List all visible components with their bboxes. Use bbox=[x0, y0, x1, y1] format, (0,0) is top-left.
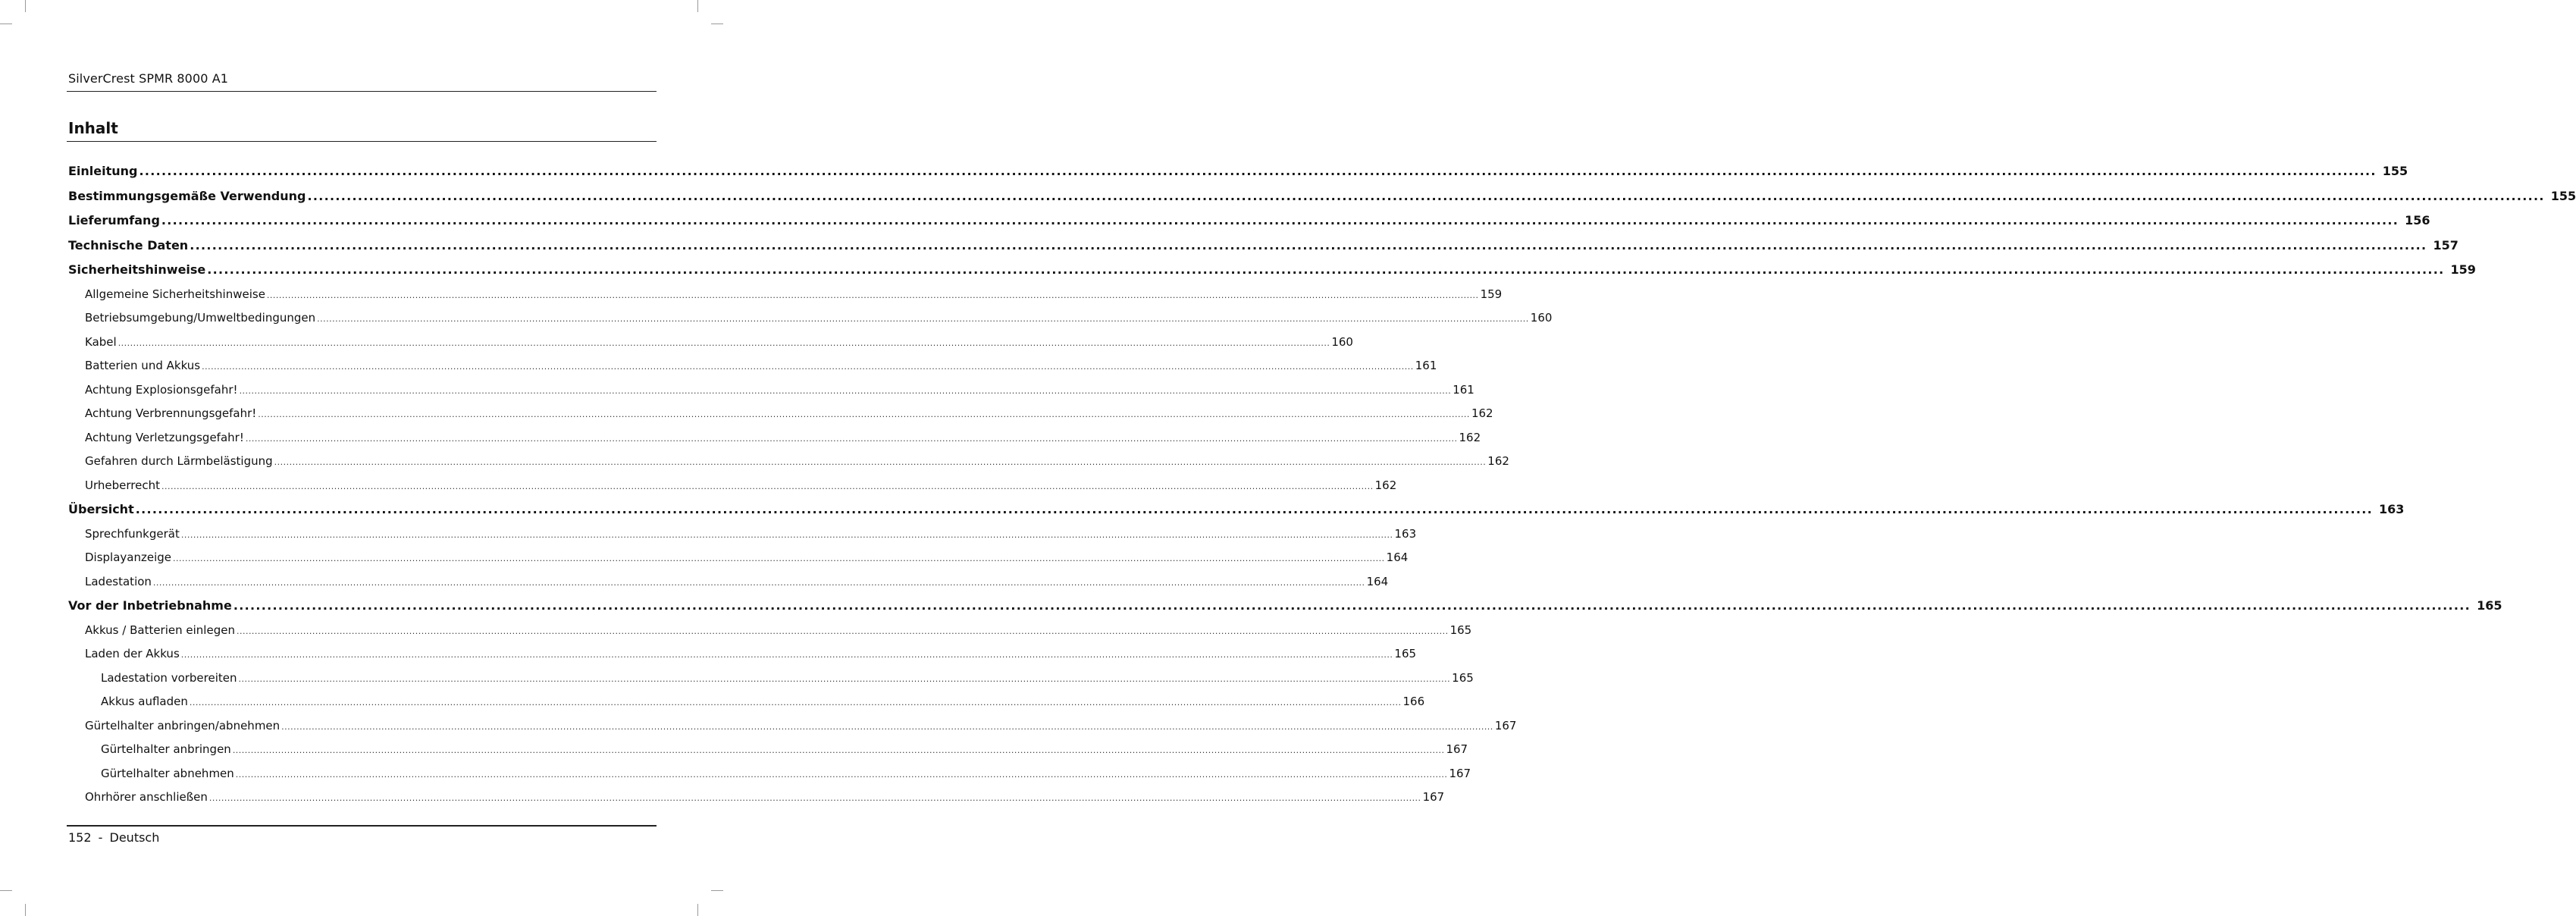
toc-entry[interactable] bbox=[68, 762, 1471, 786]
toc-dot-leader: ................................................................................................................................................................................................................................................................................................................................................................................................................ bbox=[173, 554, 1385, 563]
toc-entry-page: 155 bbox=[2550, 188, 2576, 203]
toc-dot-leader: ................................................................................................................................................................................................................................................................................................................................................................................................................ bbox=[139, 164, 2377, 178]
toc-entry-page: 161 bbox=[1415, 359, 1437, 372]
footer-rule bbox=[67, 825, 657, 827]
toc-entry-label: Gürtelhalter anbringen/abnehmen bbox=[85, 718, 280, 732]
toc-dot-leader: ................................................................................................................................................................................................................................................................................................................................................................................................................ bbox=[189, 698, 1402, 707]
toc-entry-label: Achtung Verbrennungsgefahr! bbox=[85, 406, 257, 420]
toc-entry-page: 164 bbox=[1366, 574, 1389, 588]
toc-dot-leader: ................................................................................................................................................................................................................................................................................................................................................................................................................ bbox=[232, 745, 1445, 755]
toc-entry-page: 165 bbox=[1449, 623, 1472, 637]
crop-mark bbox=[0, 890, 12, 891]
toc-entry-page: 167 bbox=[1446, 742, 1468, 756]
toc-entry-label: Batterien und Akkus bbox=[85, 359, 201, 372]
header-rule bbox=[67, 91, 657, 92]
toc-entry-label: Lieferumfang bbox=[68, 213, 160, 227]
toc-entry[interactable] bbox=[68, 522, 1417, 547]
page-footer bbox=[68, 830, 159, 845]
toc-entry-label: Akkus aufladen bbox=[101, 695, 188, 708]
toc-entry-label: Übersicht bbox=[68, 502, 134, 516]
toc-entry-label: Displayanzeige bbox=[85, 551, 172, 564]
toc-dot-leader: ................................................................................................................................................................................................................................................................................................................................................................................................................ bbox=[245, 433, 1458, 444]
toc-entry[interactable] bbox=[68, 667, 1474, 691]
crop-mark bbox=[697, 0, 698, 12]
toc-entry[interactable] bbox=[68, 306, 1553, 331]
toc-entry[interactable] bbox=[68, 209, 2430, 234]
crop-mark bbox=[25, 904, 26, 916]
toc-entry-page: 160 bbox=[1331, 334, 1353, 349]
table-of-contents bbox=[68, 159, 2576, 810]
toc-entry-page: 167 bbox=[1494, 718, 1517, 732]
toc-dot-leader: ................................................................................................................................................................................................................................................................................................................................................................................................................ bbox=[208, 793, 1421, 803]
toc-entry[interactable] bbox=[68, 402, 1493, 426]
toc-entry[interactable] bbox=[68, 354, 1437, 378]
toc-dot-leader: ................................................................................................................................................................................................................................................................................................................................................................................................................ bbox=[207, 262, 2445, 277]
toc-entry[interactable] bbox=[68, 714, 1517, 739]
toc-entry[interactable] bbox=[68, 159, 2408, 184]
running-header: SilverCrest SPMR 8000 A1 bbox=[68, 71, 229, 86]
toc-entry-label: Sprechfunkgerät bbox=[85, 526, 180, 541]
toc-title: Inhalt bbox=[68, 119, 118, 137]
page-number: 152 bbox=[68, 830, 92, 845]
toc-entry-page: 165 bbox=[1394, 647, 1417, 660]
toc-entry[interactable] bbox=[68, 474, 1397, 498]
toc-entry-label: Ladestation bbox=[85, 574, 152, 588]
toc-entry[interactable] bbox=[68, 786, 1445, 810]
toc-entry-page: 157 bbox=[2433, 237, 2458, 253]
toc-entry[interactable] bbox=[68, 497, 2405, 522]
toc-entry-page: 163 bbox=[1394, 526, 1417, 541]
crop-mark bbox=[25, 0, 26, 12]
toc-entry-label: Achtung Explosionsgefahr! bbox=[85, 382, 238, 397]
toc-entry-page: 163 bbox=[2378, 502, 2405, 516]
footer-separator: - bbox=[98, 830, 103, 845]
toc-entry-label: Bestimmungsgemäße Verwendung bbox=[68, 188, 306, 203]
toc-entry-label: Ladestation vorbereiten bbox=[101, 670, 237, 685]
toc-entry-label: Gefahren durch Lärmbelästigung bbox=[85, 454, 273, 468]
toc-entry[interactable] bbox=[68, 546, 1409, 570]
toc-entry[interactable] bbox=[68, 450, 1509, 474]
toc-entry-page: 165 bbox=[2477, 598, 2502, 613]
toc-entry[interactable] bbox=[68, 690, 1425, 714]
toc-entry-label: Urheberrecht bbox=[85, 478, 160, 492]
toc-entry-label: Ohrhörer anschließen bbox=[85, 790, 208, 804]
toc-dot-leader: ................................................................................................................................................................................................................................................................................................................................................................................................................ bbox=[307, 188, 2545, 203]
toc-dot-leader: ................................................................................................................................................................................................................................................................................................................................................................................................................ bbox=[135, 502, 2373, 516]
toc-entry-page: 164 bbox=[1386, 551, 1409, 564]
toc-dot-leader: ................................................................................................................................................................................................................................................................................................................................................................................................................ bbox=[238, 673, 1451, 684]
toc-entry-page: 167 bbox=[1449, 766, 1471, 780]
toc-dot-leader: ................................................................................................................................................................................................................................................................................................................................................................................................................ bbox=[236, 626, 1449, 636]
toc-entry-page: 159 bbox=[2450, 262, 2476, 277]
crop-mark bbox=[711, 890, 723, 891]
toc-dot-leader: ................................................................................................................................................................................................................................................................................................................................................................................................................ bbox=[152, 577, 1365, 588]
toc-dot-leader: ................................................................................................................................................................................................................................................................................................................................................................................................................ bbox=[202, 362, 1414, 372]
toc-entry-label: Laden der Akkus bbox=[85, 647, 180, 660]
toc-entry-label: Kabel bbox=[85, 334, 117, 349]
toc-entry[interactable] bbox=[68, 331, 1353, 355]
toc-entry-page: 155 bbox=[2382, 164, 2408, 178]
toc-dot-leader: ................................................................................................................................................................................................................................................................................................................................................................................................................ bbox=[274, 457, 1487, 467]
toc-entry[interactable] bbox=[68, 619, 1472, 643]
toc-dot-leader: ................................................................................................................................................................................................................................................................................................................................................................................................................ bbox=[161, 481, 1374, 491]
toc-entry[interactable] bbox=[68, 594, 2502, 619]
toc-dot-leader: ................................................................................................................................................................................................................................................................................................................................................................................................................ bbox=[235, 769, 1448, 780]
toc-entry-label: Allgemeine Sicherheitshinweise bbox=[85, 287, 265, 301]
toc-entry[interactable] bbox=[68, 738, 1468, 762]
toc-entry[interactable] bbox=[68, 426, 1481, 450]
toc-entry-page: 156 bbox=[2405, 213, 2430, 227]
toc-entry-page: 162 bbox=[1471, 406, 1493, 420]
toc-entry[interactable] bbox=[68, 642, 1417, 667]
toc-entry-label: Gürtelhalter anbringen bbox=[101, 742, 231, 756]
toc-entry-page: 162 bbox=[1459, 430, 1481, 444]
toc-entry-page: 166 bbox=[1402, 695, 1425, 708]
toc-entry[interactable] bbox=[68, 258, 2476, 283]
toc-entry[interactable] bbox=[68, 184, 2576, 209]
toc-dot-leader: ................................................................................................................................................................................................................................................................................................................................................................................................................ bbox=[180, 650, 1393, 660]
footer-language: Deutsch bbox=[109, 830, 160, 845]
toc-dot-leader: ................................................................................................................................................................................................................................................................................................................................................................................................................ bbox=[118, 337, 1330, 348]
toc-entry-label: Vor der Inbetriebnahme bbox=[68, 598, 232, 613]
toc-entry[interactable] bbox=[68, 283, 1503, 307]
toc-entry[interactable] bbox=[68, 378, 1474, 403]
toc-entry[interactable] bbox=[68, 570, 1389, 594]
toc-entry-label: Technische Daten bbox=[68, 237, 189, 253]
toc-entry-label: Achtung Verletzungsgefahr! bbox=[85, 430, 244, 444]
toc-entry-label: Sicherheitshinweise bbox=[68, 262, 206, 277]
toc-entry-page: 162 bbox=[1487, 454, 1509, 468]
toc-dot-leader: ................................................................................................................................................................................................................................................................................................................................................................................................................ bbox=[281, 721, 1493, 732]
title-rule bbox=[67, 141, 657, 142]
toc-entry-page: 160 bbox=[1530, 311, 1553, 325]
toc-dot-leader: ................................................................................................................................................................................................................................................................................................................................................................................................................ bbox=[180, 529, 1393, 540]
toc-dot-leader: ................................................................................................................................................................................................................................................................................................................................................................................................................ bbox=[161, 213, 2399, 227]
toc-dot-leader: ................................................................................................................................................................................................................................................................................................................................................................................................................ bbox=[239, 385, 1452, 396]
toc-entry-label: Betriebsumgebung/Umweltbedingungen bbox=[85, 311, 316, 325]
toc-dot-leader: ................................................................................................................................................................................................................................................................................................................................................................................................................ bbox=[233, 598, 2471, 613]
crop-mark bbox=[697, 904, 698, 916]
toc-entry-page: 167 bbox=[1422, 790, 1445, 804]
toc-entry-page: 165 bbox=[1452, 670, 1474, 685]
toc-entry-label: Gürtelhalter abnehmen bbox=[101, 766, 234, 780]
toc-dot-leader: ................................................................................................................................................................................................................................................................................................................................................................................................................ bbox=[190, 237, 2427, 253]
toc-entry-page: 162 bbox=[1374, 478, 1397, 492]
toc-entry-page: 161 bbox=[1453, 382, 1474, 397]
toc-dot-leader: ................................................................................................................................................................................................................................................................................................................................................................................................................ bbox=[266, 290, 1479, 300]
toc-entry[interactable] bbox=[68, 234, 2458, 259]
toc-dot-leader: ................................................................................................................................................................................................................................................................................................................................................................................................................ bbox=[258, 409, 1470, 419]
toc-entry-page: 159 bbox=[1480, 287, 1503, 301]
toc-entry-label: Akkus / Batterien einlegen bbox=[85, 623, 235, 637]
toc-dot-leader: ................................................................................................................................................................................................................................................................................................................................................................................................................ bbox=[317, 314, 1529, 324]
toc-entry-label: Einleitung bbox=[68, 164, 138, 178]
